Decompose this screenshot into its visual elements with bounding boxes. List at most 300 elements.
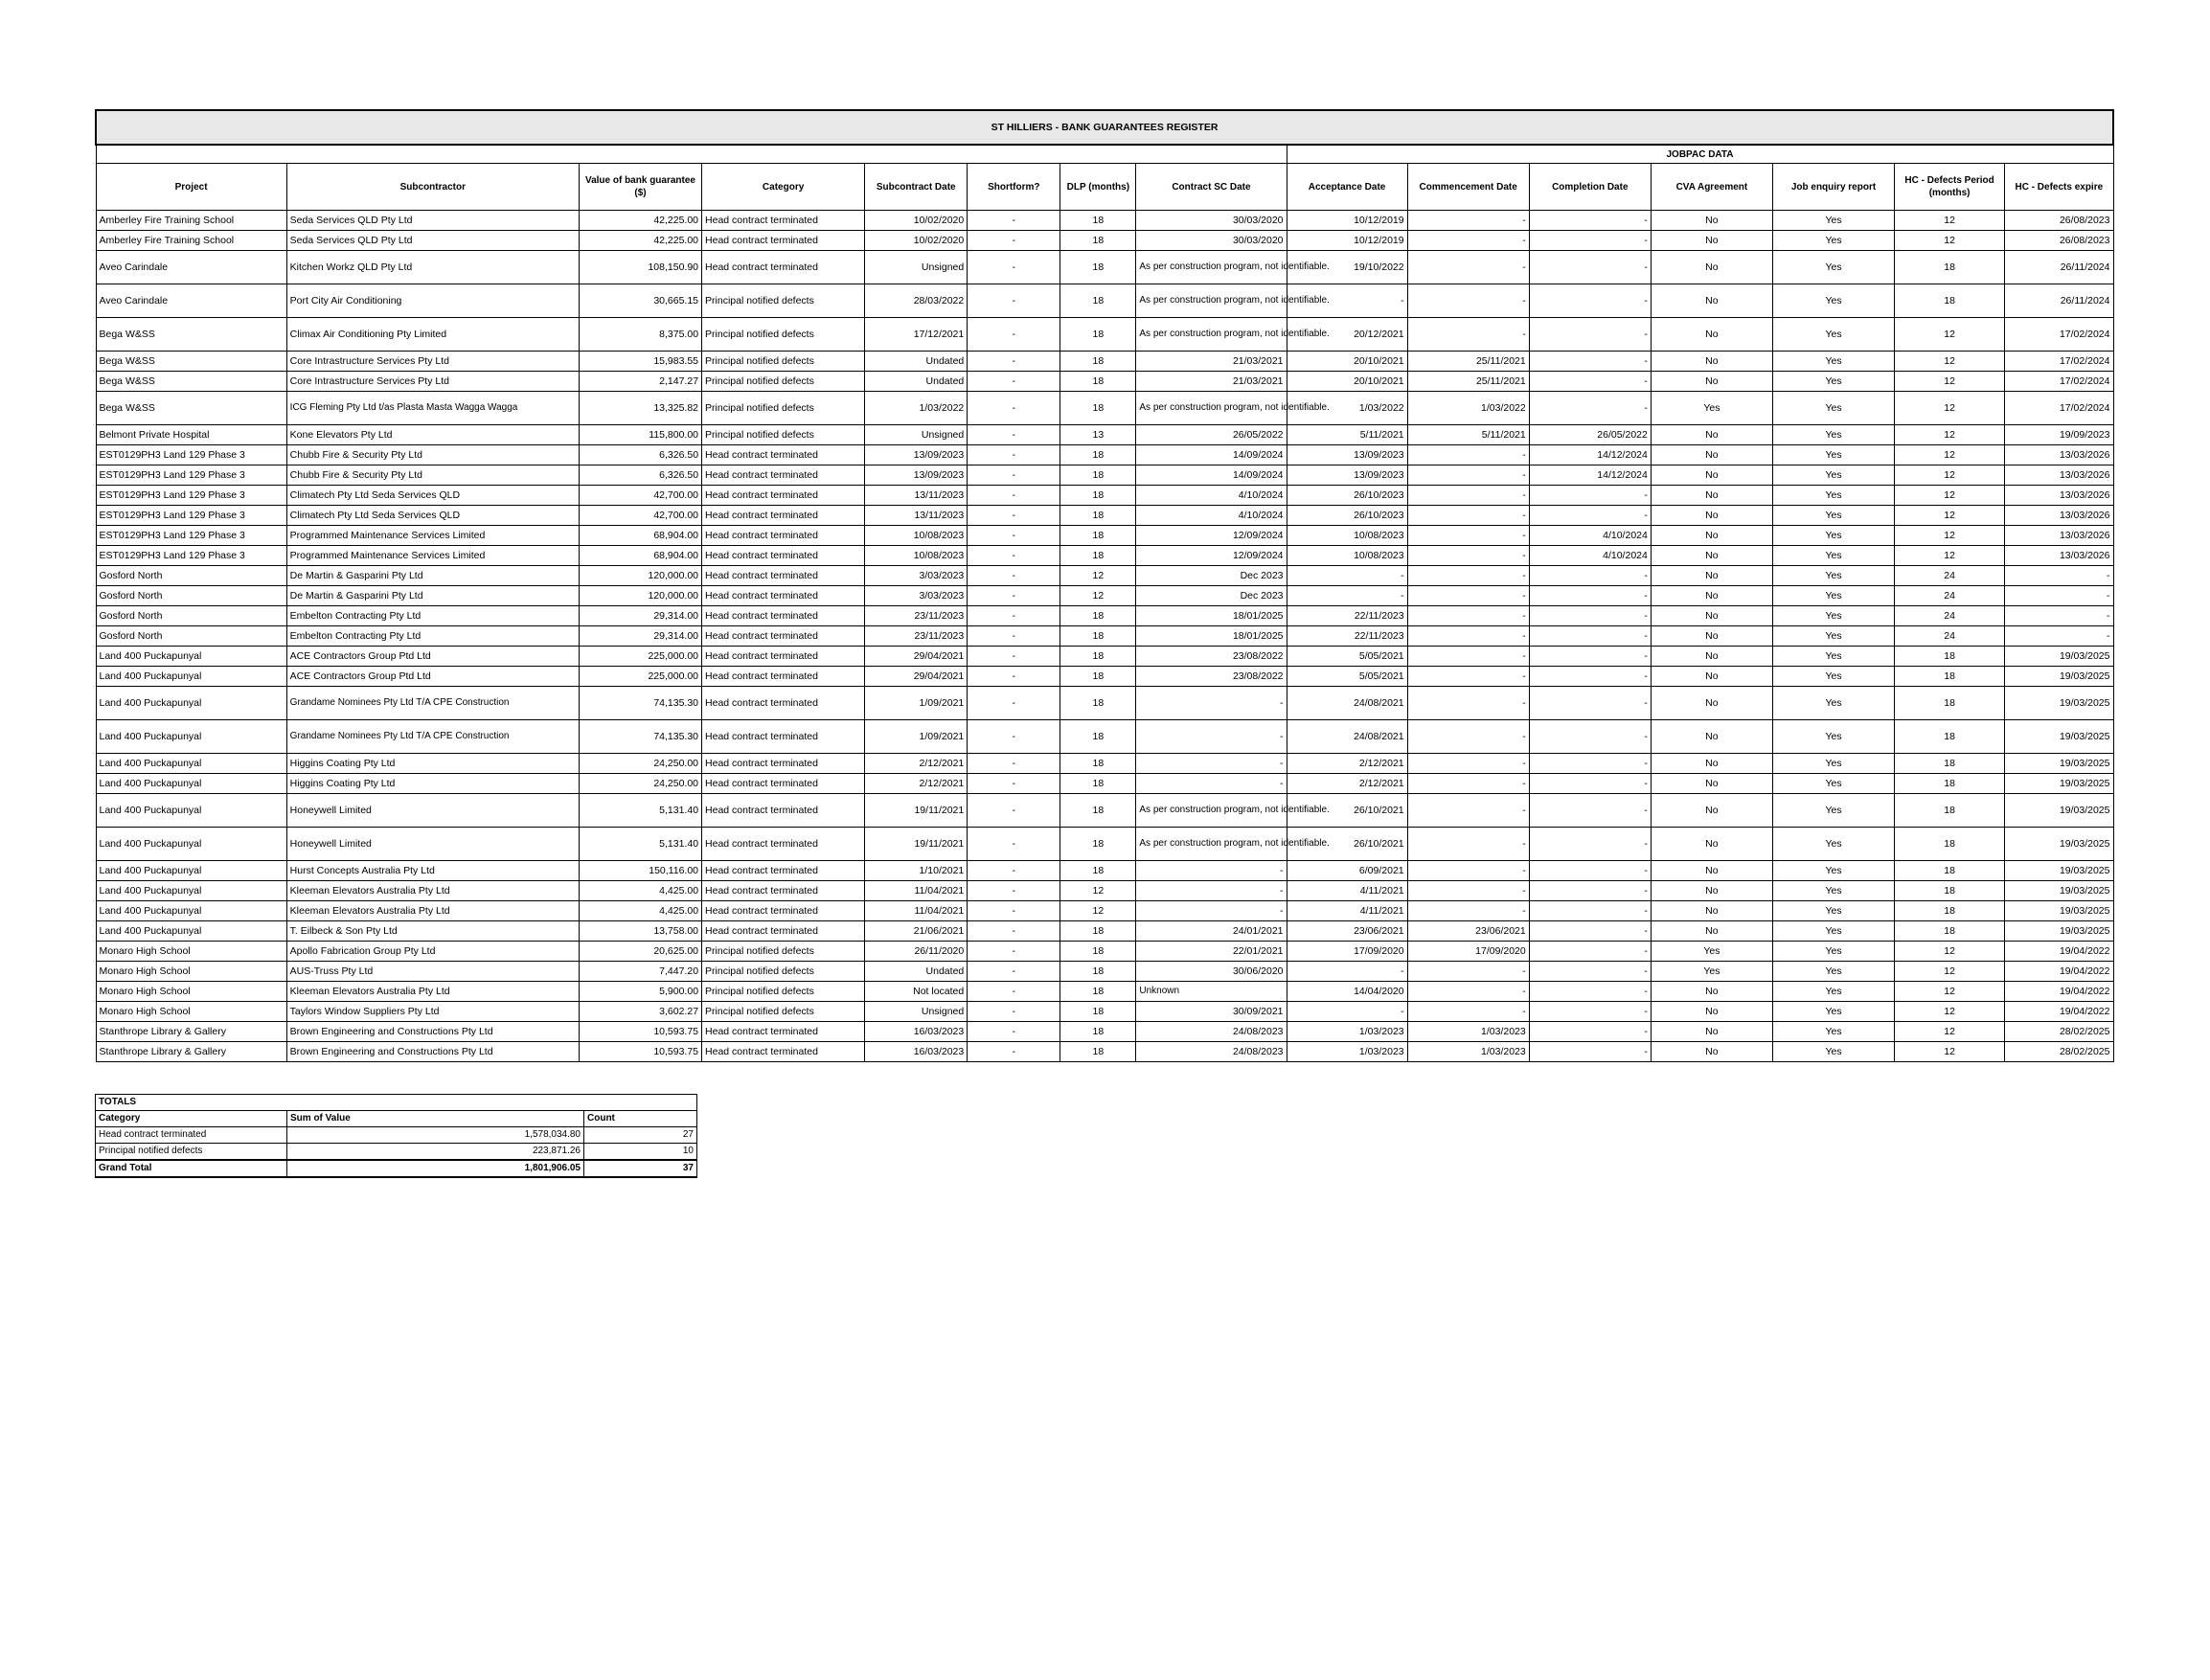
cell-contract-sc-date: - [1136,861,1287,881]
table-row [96,942,2113,962]
cell-job-enquiry-report: Yes [1772,506,1894,526]
cell-project: Monaro High School [96,982,286,1002]
cell-subcontract-date: 10/08/2023 [865,546,968,566]
cell-value-of-bank-guarantee: 10,593.75 [579,1042,701,1062]
cell-contract-sc-date: As per construction program, not identifiable. [1136,251,1287,284]
cell-job-enquiry-report: Yes [1772,425,1894,445]
cell-acceptance-date: 22/11/2023 [1287,626,1407,647]
cell-shortform: - [968,1022,1060,1042]
cell-hc-defects-expire: 17/02/2024 [2005,318,2113,352]
cell-value-of-bank-guarantee: 74,135.30 [579,687,701,720]
cell-subcontractor: De Martin & Gasparini Pty Ltd [286,586,579,606]
cell-commencement-date: - [1407,586,1529,606]
cell-subcontract-date: Undated [865,372,968,392]
cell-dlp-months: 18 [1060,1022,1136,1042]
cell-shortform: - [968,392,1060,425]
cell-shortform: - [968,211,1060,231]
cell-value-of-bank-guarantee: 115,800.00 [579,425,701,445]
table-row [96,566,2113,586]
cell-subcontractor: Seda Services QLD Pty Ltd [286,211,579,231]
cell-completion-date: - [1529,720,1651,754]
cell-shortform: - [968,352,1060,372]
cell-dlp-months: 18 [1060,606,1136,626]
cell-job-enquiry-report: Yes [1772,881,1894,901]
cell-subcontract-date: 13/11/2023 [865,506,968,526]
cell-hc-defects-expire: 19/03/2025 [2005,921,2113,942]
cell-acceptance-date: 17/09/2020 [1287,942,1407,962]
cell-project: Bega W&SS [96,318,286,352]
cell-category: Head contract terminated [702,251,865,284]
cell-cva-agreement: No [1651,465,1772,486]
cell-job-enquiry-report: Yes [1772,465,1894,486]
cell-project: EST0129PH3 Land 129 Phase 3 [96,465,286,486]
table-row [96,606,2113,626]
cell-acceptance-date: 10/12/2019 [1287,211,1407,231]
cell-value-of-bank-guarantee: 42,225.00 [579,211,701,231]
cell-dlp-months: 18 [1060,486,1136,506]
cell-project: Bega W&SS [96,352,286,372]
cell-project: Land 400 Puckapunyal [96,754,286,774]
cell-category: Head contract terminated [702,901,865,921]
cell-subcontract-date: Undated [865,352,968,372]
cell-subcontractor: Kitchen Workz QLD Pty Ltd [286,251,579,284]
cell-commencement-date: 17/09/2020 [1407,942,1529,962]
cell-subcontractor: Kleeman Elevators Australia Pty Ltd [286,901,579,921]
cell-hc-defects-period-months: 18 [1895,921,2005,942]
cell-contract-sc-date: 18/01/2025 [1136,606,1287,626]
cell-commencement-date: - [1407,720,1529,754]
cell-acceptance-date: 26/10/2023 [1287,506,1407,526]
cell-hc-defects-period-months: 24 [1895,566,2005,586]
cell-hc-defects-period-months: 18 [1895,667,2005,687]
cell-contract-sc-date: 26/05/2022 [1136,425,1287,445]
cell-contract-sc-date: 14/09/2024 [1136,465,1287,486]
register-title: ST HILLIERS - BANK GUARANTEES REGISTER [96,110,2113,145]
cell-subcontract-date: Not located [865,982,968,1002]
cell-value-of-bank-guarantee: 20,625.00 [579,942,701,962]
totals-sum: 223,871.26 [287,1144,584,1161]
cell-dlp-months: 18 [1060,962,1136,982]
cell-job-enquiry-report: Yes [1772,828,1894,861]
table-row [96,231,2113,251]
cell-hc-defects-period-months: 12 [1895,231,2005,251]
cell-cva-agreement: No [1651,445,1772,465]
cell-job-enquiry-report: Yes [1772,566,1894,586]
cell-project: EST0129PH3 Land 129 Phase 3 [96,546,286,566]
cell-subcontract-date: 23/11/2023 [865,606,968,626]
cell-commencement-date: 1/03/2022 [1407,392,1529,425]
cell-completion-date: - [1529,1022,1651,1042]
cell-subcontractor: Higgins Coating Pty Ltd [286,774,579,794]
cell-cva-agreement: No [1651,1042,1772,1062]
cell-subcontractor: Grandame Nominees Pty Ltd T/A CPE Construction [286,720,579,754]
cell-category: Head contract terminated [702,647,865,667]
cell-dlp-months: 18 [1060,921,1136,942]
cell-value-of-bank-guarantee: 29,314.00 [579,626,701,647]
cell-cva-agreement: No [1651,318,1772,352]
totals-header-count: Count [584,1111,697,1127]
cell-completion-date: 4/10/2024 [1529,526,1651,546]
cell-acceptance-date: 5/05/2021 [1287,647,1407,667]
cell-acceptance-date: 2/12/2021 [1287,774,1407,794]
cell-job-enquiry-report: Yes [1772,1002,1894,1022]
cell-subcontractor: Apollo Fabrication Group Pty Ltd [286,942,579,962]
cell-shortform: - [968,647,1060,667]
cell-cva-agreement: No [1651,794,1772,828]
cell-hc-defects-period-months: 12 [1895,1002,2005,1022]
table-row [96,861,2113,881]
cell-acceptance-date: 6/09/2021 [1287,861,1407,881]
cell-hc-defects-period-months: 12 [1895,352,2005,372]
cell-subcontract-date: 10/08/2023 [865,526,968,546]
cell-shortform: - [968,982,1060,1002]
cell-job-enquiry-report: Yes [1772,1022,1894,1042]
cell-subcontractor: Kone Elevators Pty Ltd [286,425,579,445]
cell-value-of-bank-guarantee: 74,135.30 [579,720,701,754]
cell-project: Land 400 Puckapunyal [96,720,286,754]
cell-cva-agreement: No [1651,526,1772,546]
cell-dlp-months: 12 [1060,586,1136,606]
cell-hc-defects-period-months: 12 [1895,942,2005,962]
cell-acceptance-date: 26/10/2021 [1287,828,1407,861]
table-row [96,1002,2113,1022]
cell-completion-date: - [1529,901,1651,921]
cell-dlp-months: 18 [1060,687,1136,720]
cell-dlp-months: 18 [1060,284,1136,318]
table-row [96,982,2113,1002]
cell-project: EST0129PH3 Land 129 Phase 3 [96,526,286,546]
cell-dlp-months: 18 [1060,754,1136,774]
cell-cva-agreement: No [1651,667,1772,687]
cell-hc-defects-expire: 26/08/2023 [2005,211,2113,231]
cell-category: Principal notified defects [702,982,865,1002]
cell-dlp-months: 18 [1060,647,1136,667]
cell-dlp-months: 18 [1060,372,1136,392]
cell-completion-date: - [1529,774,1651,794]
cell-value-of-bank-guarantee: 29,314.00 [579,606,701,626]
cell-completion-date: 14/12/2024 [1529,445,1651,465]
cell-category: Head contract terminated [702,667,865,687]
cell-hc-defects-period-months: 18 [1895,720,2005,754]
cell-cva-agreement: No [1651,586,1772,606]
cell-dlp-months: 18 [1060,506,1136,526]
cell-completion-date: 14/12/2024 [1529,465,1651,486]
cell-project: Monaro High School [96,942,286,962]
table-row [96,486,2113,506]
cell-subcontractor: Embelton Contracting Pty Ltd [286,626,579,647]
cell-project: EST0129PH3 Land 129 Phase 3 [96,486,286,506]
cell-subcontract-date: 29/04/2021 [865,647,968,667]
cell-job-enquiry-report: Yes [1772,231,1894,251]
column-header-cva-agreement: CVA Agreement [1651,164,1772,211]
cell-commencement-date: - [1407,754,1529,774]
cell-shortform: - [968,754,1060,774]
cell-contract-sc-date: - [1136,720,1287,754]
cell-shortform: - [968,318,1060,352]
cell-category: Principal notified defects [702,284,865,318]
table-row [96,667,2113,687]
cell-acceptance-date: 13/09/2023 [1287,445,1407,465]
cell-project: Gosford North [96,626,286,647]
cell-cva-agreement: No [1651,546,1772,566]
totals-row [96,1127,697,1144]
cell-project: Land 400 Puckapunyal [96,921,286,942]
cell-hc-defects-period-months: 18 [1895,251,2005,284]
totals-table-container [95,1094,696,1178]
cell-value-of-bank-guarantee: 2,147.27 [579,372,701,392]
cell-category: Head contract terminated [702,720,865,754]
cell-commencement-date: - [1407,794,1529,828]
cell-contract-sc-date: - [1136,881,1287,901]
cell-completion-date: - [1529,251,1651,284]
cell-cva-agreement: No [1651,506,1772,526]
cell-contract-sc-date: - [1136,687,1287,720]
cell-project: Gosford North [96,586,286,606]
cell-commencement-date: - [1407,566,1529,586]
cell-project: Monaro High School [96,962,286,982]
cell-hc-defects-expire: 19/03/2025 [2005,687,2113,720]
cell-job-enquiry-report: Yes [1772,720,1894,754]
cell-dlp-months: 13 [1060,425,1136,445]
cell-shortform: - [968,586,1060,606]
cell-acceptance-date: 20/10/2021 [1287,352,1407,372]
cell-dlp-months: 18 [1060,626,1136,647]
cell-subcontract-date: 16/03/2023 [865,1042,968,1062]
cell-hc-defects-expire: 19/03/2025 [2005,794,2113,828]
cell-value-of-bank-guarantee: 3,602.27 [579,1002,701,1022]
column-header-completion-date: Completion Date [1529,164,1651,211]
cell-hc-defects-period-months: 12 [1895,445,2005,465]
cell-subcontract-date: 17/12/2021 [865,318,968,352]
cell-hc-defects-period-months: 18 [1895,754,2005,774]
cell-subcontractor: Climatech Pty Ltd Seda Services QLD [286,486,579,506]
cell-commencement-date: - [1407,546,1529,566]
cell-cva-agreement: No [1651,901,1772,921]
cell-category: Head contract terminated [702,486,865,506]
cell-hc-defects-expire: 26/11/2024 [2005,251,2113,284]
cell-commencement-date: 25/11/2021 [1407,352,1529,372]
cell-cva-agreement: No [1651,486,1772,506]
cell-hc-defects-period-months: 12 [1895,318,2005,352]
cell-category: Head contract terminated [702,445,865,465]
cell-cva-agreement: No [1651,231,1772,251]
table-row [96,392,2113,425]
cell-commencement-date: - [1407,626,1529,647]
cell-commencement-date: - [1407,667,1529,687]
cell-acceptance-date: 13/09/2023 [1287,465,1407,486]
cell-category: Head contract terminated [702,774,865,794]
cell-value-of-bank-guarantee: 5,900.00 [579,982,701,1002]
cell-value-of-bank-guarantee: 68,904.00 [579,526,701,546]
table-row [96,774,2113,794]
cell-hc-defects-period-months: 18 [1895,881,2005,901]
cell-commencement-date: - [1407,231,1529,251]
cell-subcontract-date: 10/02/2020 [865,231,968,251]
cell-job-enquiry-report: Yes [1772,754,1894,774]
cell-contract-sc-date: Dec 2023 [1136,566,1287,586]
cell-commencement-date: 5/11/2021 [1407,425,1529,445]
cell-acceptance-date: - [1287,1002,1407,1022]
cell-subcontract-date: 23/11/2023 [865,626,968,647]
cell-category: Principal notified defects [702,392,865,425]
cell-project: Stanthrope Library & Gallery [96,1022,286,1042]
table-row [96,318,2113,352]
cell-category: Head contract terminated [702,231,865,251]
cell-commencement-date: - [1407,251,1529,284]
cell-job-enquiry-report: Yes [1772,546,1894,566]
cell-category: Head contract terminated [702,566,865,586]
cell-subcontractor: Chubb Fire & Security Pty Ltd [286,445,579,465]
cell-shortform: - [968,667,1060,687]
cell-completion-date: - [1529,606,1651,626]
cell-value-of-bank-guarantee: 7,447.20 [579,962,701,982]
cell-acceptance-date: 24/08/2021 [1287,720,1407,754]
cell-completion-date: - [1529,687,1651,720]
cell-subcontract-date: 11/04/2021 [865,901,968,921]
cell-project: Amberley Fire Training School [96,211,286,231]
cell-cva-agreement: No [1651,754,1772,774]
cell-hc-defects-expire: 17/02/2024 [2005,372,2113,392]
cell-job-enquiry-report: Yes [1772,942,1894,962]
cell-project: Land 400 Puckapunyal [96,774,286,794]
cell-contract-sc-date: 30/03/2020 [1136,231,1287,251]
cell-subcontract-date: 13/09/2023 [865,445,968,465]
cell-completion-date: - [1529,647,1651,667]
cell-hc-defects-expire: 19/04/2022 [2005,962,2113,982]
cell-contract-sc-date: As per construction program, not identifiable. [1136,794,1287,828]
cell-subcontract-date: 26/11/2020 [865,942,968,962]
cell-acceptance-date: 1/03/2022 [1287,392,1407,425]
cell-category: Head contract terminated [702,465,865,486]
cell-contract-sc-date: 23/08/2022 [1136,647,1287,667]
cell-subcontract-date: 11/04/2021 [865,881,968,901]
cell-acceptance-date: 10/08/2023 [1287,546,1407,566]
cell-subcontractor: Kleeman Elevators Australia Pty Ltd [286,881,579,901]
cell-category: Head contract terminated [702,687,865,720]
cell-project: Land 400 Puckapunyal [96,667,286,687]
cell-hc-defects-period-months: 18 [1895,774,2005,794]
cell-project: EST0129PH3 Land 129 Phase 3 [96,506,286,526]
column-header-job-enquiry-report: Job enquiry report [1772,164,1894,211]
cell-cva-agreement: No [1651,352,1772,372]
cell-cva-agreement: No [1651,720,1772,754]
cell-completion-date: - [1529,352,1651,372]
jobpac-data-header: JOBPAC DATA [1287,145,2113,164]
register-body [96,211,2113,1062]
cell-project: Gosford North [96,606,286,626]
cell-shortform: - [968,962,1060,982]
cell-category: Head contract terminated [702,586,865,606]
grand-total-row [96,1160,697,1177]
cell-cva-agreement: No [1651,982,1772,1002]
cell-commencement-date: - [1407,962,1529,982]
cell-dlp-months: 18 [1060,828,1136,861]
cell-subcontractor: Taylors Window Suppliers Pty Ltd [286,1002,579,1022]
cell-category: Principal notified defects [702,352,865,372]
cell-subcontract-date: 19/11/2021 [865,794,968,828]
cell-job-enquiry-report: Yes [1772,251,1894,284]
cell-subcontractor: ACE Contractors Group Ptd Ltd [286,647,579,667]
cell-category: Principal notified defects [702,372,865,392]
cell-acceptance-date: 20/12/2021 [1287,318,1407,352]
cell-subcontract-date: 1/09/2021 [865,687,968,720]
cell-project: Land 400 Puckapunyal [96,901,286,921]
cell-value-of-bank-guarantee: 68,904.00 [579,546,701,566]
cell-category: Head contract terminated [702,546,865,566]
cell-completion-date: - [1529,586,1651,606]
cell-commencement-date: - [1407,445,1529,465]
cell-contract-sc-date: 4/10/2024 [1136,486,1287,506]
cell-hc-defects-expire: 17/02/2024 [2005,392,2113,425]
table-row [96,881,2113,901]
bank-guarantees-register-table [95,109,2114,1062]
table-row [96,251,2113,284]
cell-subcontract-date: Unsigned [865,251,968,284]
cell-job-enquiry-report: Yes [1772,486,1894,506]
cell-job-enquiry-report: Yes [1772,372,1894,392]
cell-subcontractor: Honeywell Limited [286,828,579,861]
cell-shortform: - [968,251,1060,284]
cell-commencement-date: - [1407,465,1529,486]
cell-cva-agreement: No [1651,251,1772,284]
cell-contract-sc-date: 24/08/2023 [1136,1022,1287,1042]
cell-commencement-date: 23/06/2021 [1407,921,1529,942]
cell-commencement-date: - [1407,606,1529,626]
cell-hc-defects-period-months: 12 [1895,372,2005,392]
cell-commencement-date: - [1407,647,1529,667]
cell-subcontract-date: Unsigned [865,425,968,445]
cell-shortform: - [968,425,1060,445]
cell-cva-agreement: No [1651,687,1772,720]
cell-job-enquiry-report: Yes [1772,284,1894,318]
table-row [96,506,2113,526]
cell-commencement-date: - [1407,982,1529,1002]
cell-project: Bega W&SS [96,372,286,392]
cell-category: Head contract terminated [702,211,865,231]
cell-acceptance-date: 4/11/2021 [1287,881,1407,901]
cell-hc-defects-expire: 19/03/2025 [2005,667,2113,687]
cell-cva-agreement: No [1651,1002,1772,1022]
cell-contract-sc-date: Dec 2023 [1136,586,1287,606]
totals-table [95,1094,697,1178]
cell-shortform: - [968,526,1060,546]
cell-hc-defects-period-months: 12 [1895,506,2005,526]
table-row [96,425,2113,445]
cell-project: Land 400 Puckapunyal [96,647,286,667]
table-row [96,1042,2113,1062]
cell-contract-sc-date: - [1136,754,1287,774]
cell-completion-date: - [1529,942,1651,962]
table-row [96,372,2113,392]
cell-subcontractor: Higgins Coating Pty Ltd [286,754,579,774]
cell-completion-date: - [1529,1002,1651,1022]
cell-value-of-bank-guarantee: 13,325.82 [579,392,701,425]
cell-dlp-months: 18 [1060,465,1136,486]
grand-total-count: 37 [584,1160,697,1177]
cell-project: Land 400 Puckapunyal [96,794,286,828]
cell-hc-defects-expire: 26/08/2023 [2005,231,2113,251]
cell-shortform: - [968,546,1060,566]
table-row [96,647,2113,667]
cell-subcontractor: Seda Services QLD Pty Ltd [286,231,579,251]
cell-subcontractor: AUS-Truss Pty Ltd [286,962,579,982]
cell-hc-defects-expire: 26/11/2024 [2005,284,2113,318]
cell-completion-date: - [1529,372,1651,392]
cell-acceptance-date: 19/10/2022 [1287,251,1407,284]
column-header-dlp-months: DLP (months) [1060,164,1136,211]
cell-project: EST0129PH3 Land 129 Phase 3 [96,445,286,465]
cell-hc-defects-expire: 19/03/2025 [2005,647,2113,667]
